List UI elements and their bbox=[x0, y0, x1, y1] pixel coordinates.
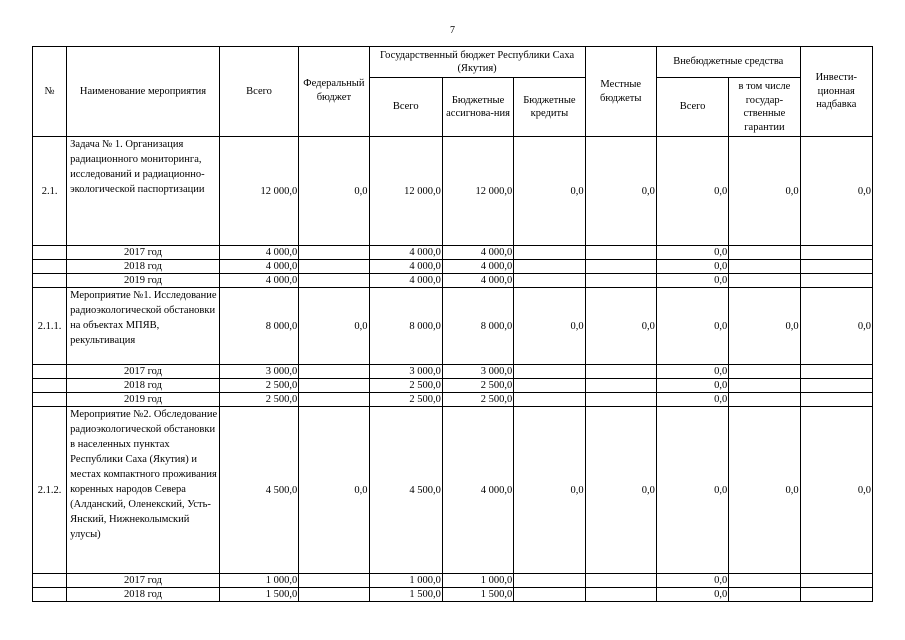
row-year-federal bbox=[299, 574, 369, 588]
row-year-extra-total: 0,0 bbox=[656, 574, 728, 588]
row-year-local bbox=[585, 588, 656, 602]
table-row-year bbox=[33, 365, 873, 379]
row-year-state-credit bbox=[514, 379, 585, 393]
row-code-empty bbox=[33, 365, 67, 379]
row-value: 0,0 bbox=[514, 407, 585, 574]
row-code-empty bbox=[33, 393, 67, 407]
row-value: 0,0 bbox=[299, 407, 369, 574]
row-year-total: 2 500,0 bbox=[219, 379, 298, 393]
row-year-local bbox=[585, 393, 656, 407]
table-row bbox=[33, 137, 873, 246]
row-value: 0,0 bbox=[656, 407, 728, 574]
budget-table bbox=[32, 46, 873, 602]
row-year-extra-guarantee bbox=[729, 260, 800, 274]
row-value: 12 000,0 bbox=[369, 137, 442, 246]
table-row bbox=[33, 288, 873, 365]
row-year-state-total: 2 500,0 bbox=[369, 379, 442, 393]
row-year-state-credit bbox=[514, 588, 585, 602]
row-value: 0,0 bbox=[585, 407, 656, 574]
row-year-extra-total: 0,0 bbox=[656, 260, 728, 274]
row-year-federal bbox=[299, 260, 369, 274]
row-value: 8 000,0 bbox=[219, 288, 298, 365]
row-year-federal bbox=[299, 246, 369, 260]
row-year-total: 4 000,0 bbox=[219, 274, 298, 288]
row-year-local bbox=[585, 365, 656, 379]
row-year-federal bbox=[299, 588, 369, 602]
row-code-empty bbox=[33, 379, 67, 393]
row-value: 0,0 bbox=[656, 288, 728, 365]
row-code-empty bbox=[33, 588, 67, 602]
row-year-total: 3 000,0 bbox=[219, 365, 298, 379]
row-year-invest bbox=[800, 365, 872, 379]
row-value: 4 500,0 bbox=[369, 407, 442, 574]
row-value: 0,0 bbox=[299, 137, 369, 246]
row-year-local bbox=[585, 246, 656, 260]
row-year-federal bbox=[299, 393, 369, 407]
table-row-year bbox=[33, 588, 873, 602]
row-year: 2017 год bbox=[67, 574, 220, 588]
row-year-extra-guarantee bbox=[729, 588, 800, 602]
row-name: Задача № 1. Организация радиационного мониторинга, исследований и радиационно-экологической паспортизации bbox=[67, 137, 220, 246]
row-year-state-total: 1 500,0 bbox=[369, 588, 442, 602]
header-federal: Федеральный бюджет bbox=[299, 47, 369, 137]
row-year: 2017 год bbox=[67, 246, 220, 260]
row-year-total: 4 000,0 bbox=[219, 246, 298, 260]
row-name: Мероприятие №2. Обследование радиоэкологической обстановки в населенных пунктах Республики Саха (Якутия) и местах компактного проживания коренных народов Севера (Алданский, Оленекский, Усть-Янский, Нижнеколымский улусы) bbox=[67, 407, 220, 574]
row-year-total: 1 000,0 bbox=[219, 574, 298, 588]
row-year-state-alloc: 4 000,0 bbox=[442, 260, 513, 274]
table-row-year bbox=[33, 393, 873, 407]
row-year-extra-total: 0,0 bbox=[656, 588, 728, 602]
row-year-state-total: 4 000,0 bbox=[369, 274, 442, 288]
row-year-invest bbox=[800, 260, 872, 274]
row-year-local bbox=[585, 260, 656, 274]
row-value: 0,0 bbox=[299, 288, 369, 365]
row-value: 0,0 bbox=[514, 137, 585, 246]
row-value: 12 000,0 bbox=[442, 137, 513, 246]
header-total: Всего bbox=[219, 47, 298, 137]
row-year-state-credit bbox=[514, 574, 585, 588]
row-value: 0,0 bbox=[729, 288, 800, 365]
row-value: 8 000,0 bbox=[442, 288, 513, 365]
row-year-invest bbox=[800, 588, 872, 602]
row-year-invest bbox=[800, 574, 872, 588]
row-year-state-total: 2 500,0 bbox=[369, 393, 442, 407]
header-extra-total: Всего bbox=[656, 78, 728, 137]
row-year-state-total: 3 000,0 bbox=[369, 365, 442, 379]
row-value: 4 000,0 bbox=[442, 407, 513, 574]
table-row-year bbox=[33, 260, 873, 274]
row-value: 0,0 bbox=[514, 288, 585, 365]
row-year-local bbox=[585, 574, 656, 588]
row-year-invest bbox=[800, 274, 872, 288]
row-year: 2018 год bbox=[67, 260, 220, 274]
row-year-state-alloc: 2 500,0 bbox=[442, 393, 513, 407]
header-local: Местные бюджеты bbox=[585, 47, 656, 137]
row-year-federal bbox=[299, 379, 369, 393]
table-row-year bbox=[33, 574, 873, 588]
row-year-invest bbox=[800, 379, 872, 393]
row-year-state-alloc: 2 500,0 bbox=[442, 379, 513, 393]
row-year: 2017 год bbox=[67, 365, 220, 379]
header-state-credit: Бюджетные кредиты bbox=[514, 78, 585, 137]
row-code-empty bbox=[33, 574, 67, 588]
row-year-total: 2 500,0 bbox=[219, 393, 298, 407]
row-value: 12 000,0 bbox=[219, 137, 298, 246]
row-year-extra-total: 0,0 bbox=[656, 379, 728, 393]
row-year-state-credit bbox=[514, 246, 585, 260]
row-year-extra-guarantee bbox=[729, 246, 800, 260]
row-value: 0,0 bbox=[656, 137, 728, 246]
row-code-empty bbox=[33, 260, 67, 274]
header-name: Наименование мероприятия bbox=[67, 47, 220, 137]
row-year-extra-total: 0,0 bbox=[656, 274, 728, 288]
row-value: 0,0 bbox=[800, 137, 872, 246]
row-year-state-alloc: 1 000,0 bbox=[442, 574, 513, 588]
row-value: 0,0 bbox=[729, 137, 800, 246]
row-value: 0,0 bbox=[800, 288, 872, 365]
row-year-extra-guarantee bbox=[729, 574, 800, 588]
row-year-state-credit bbox=[514, 365, 585, 379]
row-year-federal bbox=[299, 274, 369, 288]
row-year-extra-guarantee bbox=[729, 379, 800, 393]
row-year-extra-total: 0,0 bbox=[656, 246, 728, 260]
row-value: 0,0 bbox=[729, 407, 800, 574]
row-year-state-alloc: 4 000,0 bbox=[442, 246, 513, 260]
header-state-alloc: Бюджетные ассигнова-ния bbox=[442, 78, 513, 137]
row-year: 2018 год bbox=[67, 379, 220, 393]
row-year-invest bbox=[800, 393, 872, 407]
row-year-local bbox=[585, 274, 656, 288]
table-row bbox=[33, 407, 873, 574]
row-name: Мероприятие №1. Исследование радиоэкологической обстановки на объектах МПЯВ, рекультивация bbox=[67, 288, 220, 365]
row-year-extra-total: 0,0 bbox=[656, 393, 728, 407]
header-state-total: Всего bbox=[369, 78, 442, 137]
header-invest: Инвести-ционная надбавка bbox=[800, 47, 872, 137]
table-row-year bbox=[33, 246, 873, 260]
row-year-state-credit bbox=[514, 260, 585, 274]
row-year-extra-guarantee bbox=[729, 393, 800, 407]
row-year-extra-guarantee bbox=[729, 365, 800, 379]
header-state-budget: Государственный бюджет Республики Саха (Якутия) bbox=[369, 47, 585, 78]
row-year-state-total: 1 000,0 bbox=[369, 574, 442, 588]
page-number: 7 bbox=[450, 25, 455, 36]
row-year-state-credit bbox=[514, 274, 585, 288]
row-year-local bbox=[585, 379, 656, 393]
row-year-extra-guarantee bbox=[729, 274, 800, 288]
row-year-state-alloc: 1 500,0 bbox=[442, 588, 513, 602]
row-year-state-total: 4 000,0 bbox=[369, 260, 442, 274]
row-code: 2.1.1. bbox=[33, 288, 67, 365]
row-code: 2.1.2. bbox=[33, 407, 67, 574]
row-year-state-total: 4 000,0 bbox=[369, 246, 442, 260]
row-code-empty bbox=[33, 246, 67, 260]
row-year-total: 1 500,0 bbox=[219, 588, 298, 602]
row-year-total: 4 000,0 bbox=[219, 260, 298, 274]
row-year: 2019 год bbox=[67, 274, 220, 288]
row-value: 0,0 bbox=[585, 288, 656, 365]
row-value: 8 000,0 bbox=[369, 288, 442, 365]
header-extra-guarantee: в том числе государ-ственные гарантии bbox=[729, 78, 800, 137]
table-row-year bbox=[33, 274, 873, 288]
row-year: 2018 год bbox=[67, 588, 220, 602]
row-value: 0,0 bbox=[585, 137, 656, 246]
header-no: № bbox=[33, 47, 67, 137]
row-value: 0,0 bbox=[800, 407, 872, 574]
table-row-year bbox=[33, 379, 873, 393]
row-year: 2019 год bbox=[67, 393, 220, 407]
row-year-state-credit bbox=[514, 393, 585, 407]
header-extrabudget: Внебюджетные средства bbox=[656, 47, 800, 78]
row-year-state-alloc: 4 000,0 bbox=[442, 274, 513, 288]
row-year-state-alloc: 3 000,0 bbox=[442, 365, 513, 379]
row-code: 2.1. bbox=[33, 137, 67, 246]
row-value: 4 500,0 bbox=[219, 407, 298, 574]
row-year-invest bbox=[800, 246, 872, 260]
row-year-federal bbox=[299, 365, 369, 379]
row-year-extra-total: 0,0 bbox=[656, 365, 728, 379]
row-code-empty bbox=[33, 274, 67, 288]
